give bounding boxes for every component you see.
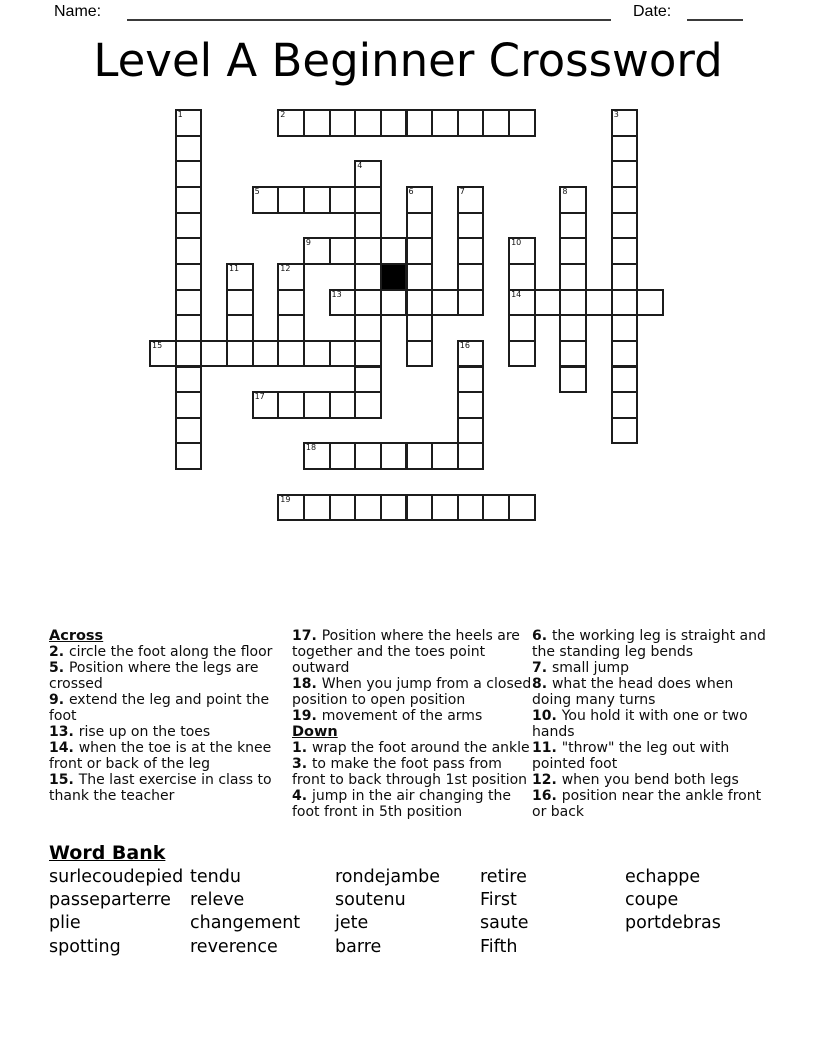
grid-cell[interactable] bbox=[329, 109, 357, 137]
grid-cell[interactable] bbox=[252, 340, 280, 368]
grid-cell[interactable] bbox=[277, 263, 305, 291]
grid-cell[interactable] bbox=[354, 186, 382, 214]
grid-cell[interactable] bbox=[329, 186, 357, 214]
grid-cell[interactable] bbox=[354, 289, 382, 317]
cell-number: 6 bbox=[408, 186, 414, 196]
grid-cell[interactable] bbox=[303, 494, 331, 522]
grid-cell[interactable] bbox=[226, 263, 254, 291]
clue: 3. to make the foot pass from front to back through 1st position bbox=[292, 756, 528, 788]
grid-cell[interactable] bbox=[175, 391, 203, 419]
name-blank-line[interactable] bbox=[127, 3, 611, 21]
clue: 2. circle the foot along the floor bbox=[49, 644, 273, 660]
grid-cell[interactable] bbox=[406, 314, 434, 342]
clue: 12. when you bend both legs bbox=[532, 772, 739, 788]
word-bank-word: surlecoudepied bbox=[49, 867, 184, 887]
grid-cell[interactable] bbox=[175, 314, 203, 342]
cell-number: 18 bbox=[305, 443, 317, 453]
grid-cell[interactable] bbox=[303, 109, 331, 137]
grid-cell[interactable] bbox=[380, 237, 408, 265]
grid-cell[interactable] bbox=[354, 442, 382, 470]
word-bank-word: releve bbox=[190, 890, 245, 911]
name-label: Name: bbox=[54, 3, 102, 20]
clues-column-across bbox=[49, 628, 287, 804]
grid-cell[interactable] bbox=[354, 237, 382, 265]
word-bank bbox=[49, 842, 789, 972]
grid-cell[interactable] bbox=[175, 366, 203, 394]
cell-number: 1 bbox=[177, 110, 183, 119]
grid-cell[interactable] bbox=[482, 494, 510, 522]
cell-number: 16 bbox=[459, 340, 470, 350]
word-bank-word: tendu bbox=[190, 867, 241, 887]
grid-cell[interactable] bbox=[457, 442, 485, 470]
grid-cell[interactable] bbox=[175, 263, 203, 291]
clue: 14. when the toe is at the knee front or back of the leg bbox=[49, 740, 272, 772]
clue: 16. position near the ankle front or back bbox=[532, 788, 762, 820]
word-bank-heading: Word Bank bbox=[49, 842, 166, 864]
grid-cell[interactable] bbox=[380, 109, 408, 137]
grid-cell[interactable] bbox=[175, 340, 203, 368]
grid-cell[interactable] bbox=[482, 109, 510, 137]
grid-cell[interactable] bbox=[354, 314, 382, 342]
down-heading: Down bbox=[292, 724, 338, 740]
grid-cell[interactable] bbox=[457, 340, 485, 368]
clue: 1. wrap the foot around the ankle bbox=[292, 740, 530, 756]
grid-cell[interactable] bbox=[611, 340, 639, 368]
black-cell bbox=[380, 263, 408, 291]
grid-cell[interactable] bbox=[559, 212, 587, 240]
grid-cell[interactable] bbox=[457, 186, 485, 214]
grid-cell[interactable] bbox=[303, 186, 331, 214]
grid-cell[interactable] bbox=[175, 212, 203, 240]
grid-cell[interactable] bbox=[457, 366, 485, 394]
date-label: Date: bbox=[633, 3, 672, 20]
grid-cell[interactable] bbox=[559, 263, 587, 291]
cell-number: 17 bbox=[254, 392, 265, 402]
word-bank-word: soutenu bbox=[335, 890, 406, 911]
word-bank-word: echappe bbox=[625, 867, 701, 887]
grid-cell[interactable] bbox=[175, 442, 203, 470]
grid-cell[interactable] bbox=[457, 109, 485, 137]
grid-cell[interactable] bbox=[508, 494, 536, 522]
grid-cell[interactable] bbox=[406, 186, 434, 214]
grid-cell[interactable] bbox=[611, 314, 639, 342]
cell-number: 3 bbox=[613, 110, 619, 119]
word-bank-word: Fifth bbox=[480, 936, 518, 957]
date-blank-line[interactable] bbox=[687, 3, 743, 21]
clue: 9. extend the leg and point the foot bbox=[49, 692, 270, 724]
grid-cell[interactable] bbox=[354, 494, 382, 522]
clue: 5. Position where the legs are crossed bbox=[49, 660, 259, 692]
grid-cell[interactable] bbox=[611, 417, 639, 445]
grid-cell[interactable] bbox=[559, 237, 587, 265]
grid-cell[interactable] bbox=[380, 289, 408, 317]
cell-number: 13 bbox=[331, 289, 342, 299]
cell-number: 9 bbox=[305, 238, 311, 248]
grid-cell[interactable] bbox=[303, 237, 331, 265]
word-bank-column bbox=[49, 866, 183, 959]
word-bank-word: jete bbox=[335, 913, 369, 934]
grid-cell[interactable] bbox=[226, 314, 254, 342]
grid-cell[interactable] bbox=[431, 442, 459, 470]
clue: 7. small jump bbox=[532, 660, 629, 676]
grid-cell[interactable] bbox=[611, 135, 639, 163]
grid-cell[interactable] bbox=[508, 109, 536, 137]
word-bank-word: portdebras bbox=[625, 913, 721, 934]
clue: 4. jump in the air changing the foot front in 5th position bbox=[292, 788, 511, 820]
grid-cell[interactable] bbox=[277, 314, 305, 342]
word-bank-word: barre bbox=[335, 936, 382, 957]
grid-cell[interactable] bbox=[303, 442, 331, 470]
grid-cell[interactable] bbox=[329, 340, 357, 368]
cell-number: 2 bbox=[280, 110, 286, 119]
grid-cell[interactable] bbox=[277, 109, 305, 137]
grid-cell[interactable] bbox=[277, 494, 305, 522]
grid-cell[interactable] bbox=[406, 494, 434, 522]
cell-number: 10 bbox=[511, 238, 522, 248]
grid-cell[interactable] bbox=[354, 212, 382, 240]
grid-cell[interactable] bbox=[175, 109, 203, 137]
word-bank-word: spotting bbox=[49, 936, 121, 957]
grid-cell[interactable] bbox=[457, 417, 485, 445]
grid-cell[interactable] bbox=[611, 160, 639, 188]
word-bank-word: retire bbox=[480, 867, 527, 887]
cell-number: 14 bbox=[511, 289, 522, 299]
cell-number: 7 bbox=[459, 186, 465, 196]
cell-number: 5 bbox=[254, 186, 260, 196]
grid-cell[interactable] bbox=[277, 289, 305, 317]
clue: 8. what the head does when doing many turns bbox=[532, 676, 734, 708]
grid-cell[interactable] bbox=[457, 237, 485, 265]
grid-cell[interactable] bbox=[457, 494, 485, 522]
clue: 19. movement of the arms bbox=[292, 708, 483, 724]
grid-cell[interactable] bbox=[354, 263, 382, 291]
clues-column-mixed bbox=[292, 628, 538, 820]
grid-cell[interactable] bbox=[329, 237, 357, 265]
grid-cell[interactable] bbox=[457, 263, 485, 291]
word-bank-word: passeparterre bbox=[49, 890, 171, 911]
grid-cell[interactable] bbox=[200, 340, 228, 368]
word-bank-column bbox=[625, 866, 721, 936]
grid-cell[interactable] bbox=[636, 289, 664, 317]
cell-number: 11 bbox=[228, 263, 240, 273]
word-bank-word: saute bbox=[480, 913, 529, 934]
grid-cell[interactable] bbox=[508, 237, 536, 265]
grid-cell[interactable] bbox=[406, 212, 434, 240]
grid-cell[interactable] bbox=[457, 289, 485, 317]
grid-cell[interactable] bbox=[303, 340, 331, 368]
grid-cell[interactable] bbox=[534, 289, 562, 317]
grid-cell[interactable] bbox=[406, 109, 434, 137]
grid-cell[interactable] bbox=[277, 391, 305, 419]
grid-cell[interactable] bbox=[329, 494, 357, 522]
grid-cell[interactable] bbox=[380, 494, 408, 522]
grid-cell[interactable] bbox=[431, 109, 459, 137]
word-bank-column bbox=[335, 866, 440, 959]
cell-number: 19 bbox=[280, 494, 291, 504]
grid-cell[interactable] bbox=[354, 160, 382, 188]
grid-cell[interactable] bbox=[226, 289, 254, 317]
across-heading: Across bbox=[49, 628, 104, 644]
grid-cell[interactable] bbox=[431, 494, 459, 522]
cell-number: 15 bbox=[152, 340, 163, 350]
grid-cell[interactable] bbox=[252, 391, 280, 419]
clue: 18. When you jump from a closed position to open position bbox=[292, 676, 532, 708]
grid-cell[interactable] bbox=[175, 186, 203, 214]
word-bank-column bbox=[480, 866, 529, 959]
grid-cell[interactable] bbox=[380, 442, 408, 470]
grid-cell[interactable] bbox=[508, 263, 536, 291]
grid-cell[interactable] bbox=[559, 289, 587, 317]
grid-cell[interactable] bbox=[226, 340, 254, 368]
cell-number: 8 bbox=[562, 186, 568, 196]
grid-cell[interactable] bbox=[508, 289, 536, 317]
crossword-grid bbox=[149, 109, 665, 523]
clue: 17. Position where the heels are together and the toes point outward bbox=[292, 628, 520, 676]
word-bank-word: changement bbox=[190, 913, 301, 934]
grid-cell[interactable] bbox=[175, 135, 203, 163]
grid-cell[interactable] bbox=[406, 237, 434, 265]
grid-cell[interactable] bbox=[175, 289, 203, 317]
grid-cell[interactable] bbox=[431, 289, 459, 317]
grid-cell[interactable] bbox=[508, 340, 536, 368]
word-bank-word: First bbox=[480, 890, 517, 911]
word-bank-word: coupe bbox=[625, 890, 679, 911]
grid-cell[interactable] bbox=[354, 109, 382, 137]
grid-cell[interactable] bbox=[611, 263, 639, 291]
grid-cell[interactable] bbox=[406, 442, 434, 470]
grid-cell[interactable] bbox=[559, 366, 587, 394]
word-bank-word: reverence bbox=[190, 936, 278, 957]
grid-cell[interactable] bbox=[354, 391, 382, 419]
word-bank-word: rondejambe bbox=[335, 867, 440, 887]
clue: 15. The last exercise in class to thank the teacher bbox=[49, 772, 272, 804]
grid-cell[interactable] bbox=[457, 212, 485, 240]
clue: 11. "throw" the leg out with pointed foot bbox=[532, 740, 730, 772]
page-title: Level A Beginner Crossword bbox=[93, 34, 723, 87]
grid-cell[interactable] bbox=[611, 109, 639, 137]
grid-cell[interactable] bbox=[585, 289, 613, 317]
grid-cell[interactable] bbox=[406, 340, 434, 368]
clues-column-down bbox=[532, 628, 772, 820]
grid-cell[interactable] bbox=[149, 340, 177, 368]
grid-cell[interactable] bbox=[354, 340, 382, 368]
grid-cell[interactable] bbox=[406, 263, 434, 291]
grid-cell[interactable] bbox=[611, 237, 639, 265]
grid-cell[interactable] bbox=[611, 289, 639, 317]
grid-cell[interactable] bbox=[611, 366, 639, 394]
grid-cell[interactable] bbox=[329, 391, 357, 419]
grid-cell[interactable] bbox=[329, 289, 357, 317]
grid-cell[interactable] bbox=[354, 366, 382, 394]
clue: 6. the working leg is straight and the standing leg bends bbox=[532, 628, 766, 660]
grid-cell[interactable] bbox=[406, 289, 434, 317]
cell-number: 4 bbox=[357, 161, 363, 171]
grid-cell[interactable] bbox=[329, 442, 357, 470]
grid-cell[interactable] bbox=[277, 186, 305, 214]
grid-cell[interactable] bbox=[277, 340, 305, 368]
word-bank-column bbox=[190, 866, 300, 959]
grid-cell[interactable] bbox=[175, 160, 203, 188]
grid-cell[interactable] bbox=[175, 237, 203, 265]
grid-cell[interactable] bbox=[508, 314, 536, 342]
grid-cell[interactable] bbox=[175, 417, 203, 445]
clue: 10. You hold it with one or two hands bbox=[532, 708, 748, 740]
grid-cell[interactable] bbox=[252, 186, 280, 214]
grid-cell[interactable] bbox=[611, 391, 639, 419]
clue: 13. rise up on the toes bbox=[49, 724, 211, 740]
cell-number: 12 bbox=[280, 263, 291, 273]
grid-cell[interactable] bbox=[559, 314, 587, 342]
grid-cell[interactable] bbox=[559, 186, 587, 214]
grid-cell[interactable] bbox=[611, 212, 639, 240]
word-bank-word: plie bbox=[49, 913, 81, 934]
grid-cell[interactable] bbox=[303, 391, 331, 419]
grid-cell[interactable] bbox=[611, 186, 639, 214]
grid-cell[interactable] bbox=[559, 340, 587, 368]
grid-cell[interactable] bbox=[457, 391, 485, 419]
